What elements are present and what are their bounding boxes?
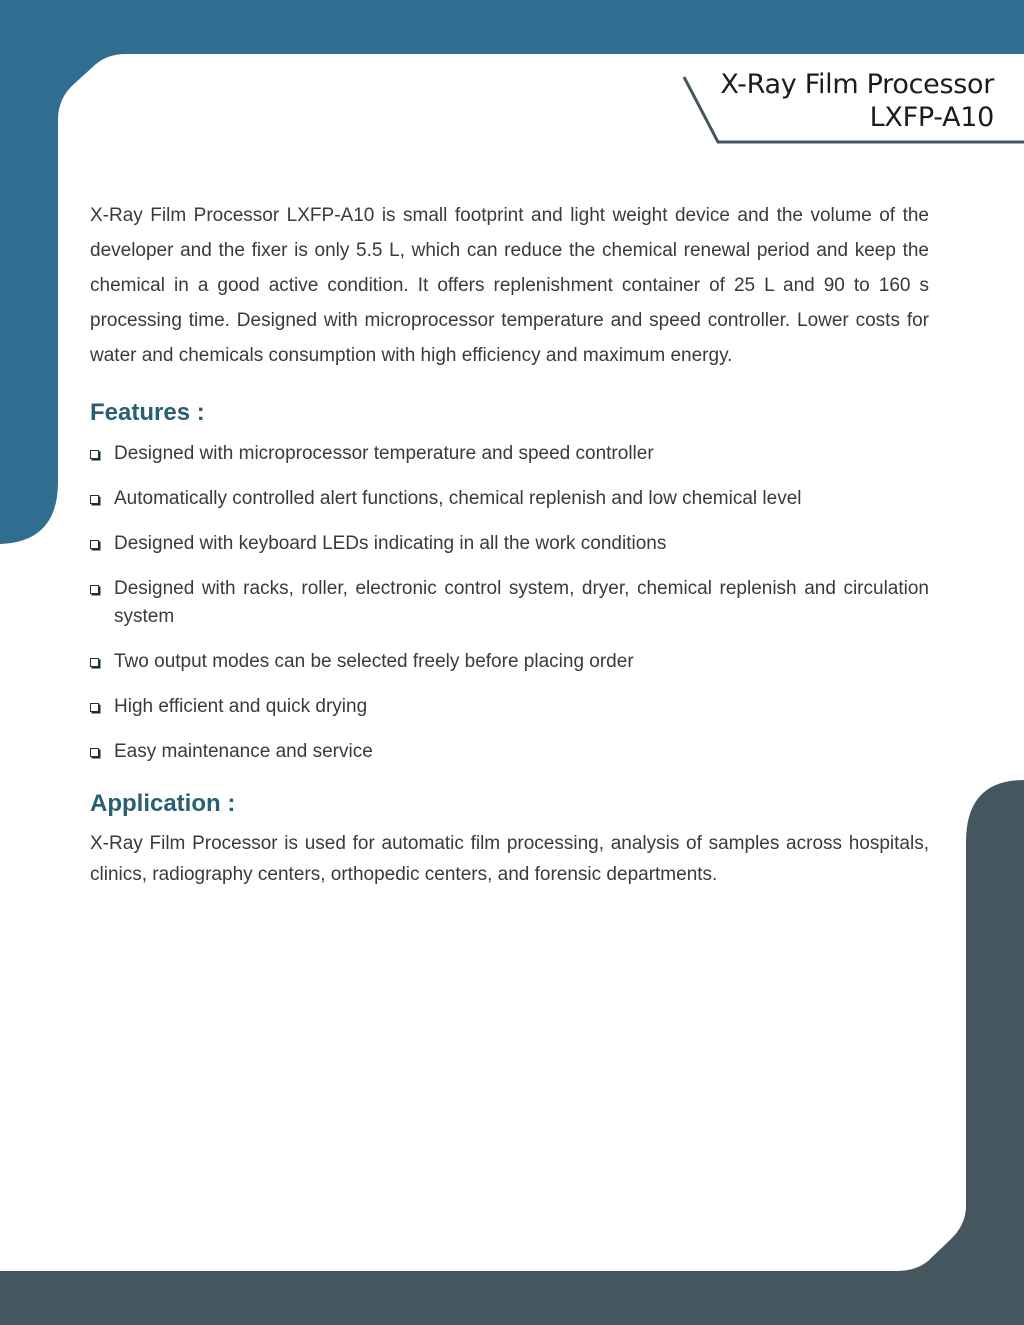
square-bullet-icon	[90, 450, 99, 459]
features-list	[90, 440, 929, 766]
feature-text: Designed with microprocessor temperature and speed controller	[114, 443, 654, 464]
square-bullet-icon	[90, 703, 99, 712]
feature-text: Designed with racks, roller, electronic control system, dryer, chemical replenish and circulation system	[114, 578, 929, 627]
square-bullet-icon	[90, 540, 99, 549]
list-item	[90, 440, 929, 468]
title-line-1: X-Ray Film Processor	[720, 69, 994, 100]
list-item	[90, 575, 929, 631]
page-title	[720, 68, 994, 134]
list-item	[90, 648, 929, 676]
application-heading: Application :	[90, 790, 236, 817]
feature-text: Two output modes can be selected freely before placing order	[114, 651, 634, 672]
list-item	[90, 693, 929, 721]
square-bullet-icon	[90, 495, 99, 504]
main-content	[90, 198, 929, 890]
square-bullet-icon	[90, 748, 99, 757]
list-item	[90, 738, 929, 766]
title-line-2: LXFP-A10	[869, 102, 994, 133]
feature-text: Easy maintenance and service	[114, 741, 373, 762]
square-bullet-icon	[90, 585, 99, 594]
feature-text: Automatically controlled alert functions, chemical replenish and low chemical level	[114, 488, 802, 509]
features-heading: Features :	[90, 399, 205, 426]
feature-text: Designed with keyboard LEDs indicating in all the work conditions	[114, 533, 667, 554]
square-bullet-icon	[90, 658, 99, 667]
list-item	[90, 485, 929, 513]
application-paragraph: X-Ray Film Processor is used for automatic film processing, analysis of samples across hospitals, clinics, radiography centers, orthopedic centers, and forensic departments.	[90, 833, 929, 885]
feature-text: High efficient and quick drying	[114, 696, 368, 717]
intro-paragraph: X-Ray Film Processor LXFP-A10 is small footprint and light weight device and the volume of the developer and the fixer is only 5.5 L, which can reduce the chemical renewal period and keep the chemical in a good active condition. It offers replenishment container of 25 L and 90 to 160 s processing time. Designed with microprocessor temperature and speed controller. Lower costs for water and chemicals consumption with high efficiency and maximum energy.	[90, 205, 929, 366]
list-item	[90, 530, 929, 558]
